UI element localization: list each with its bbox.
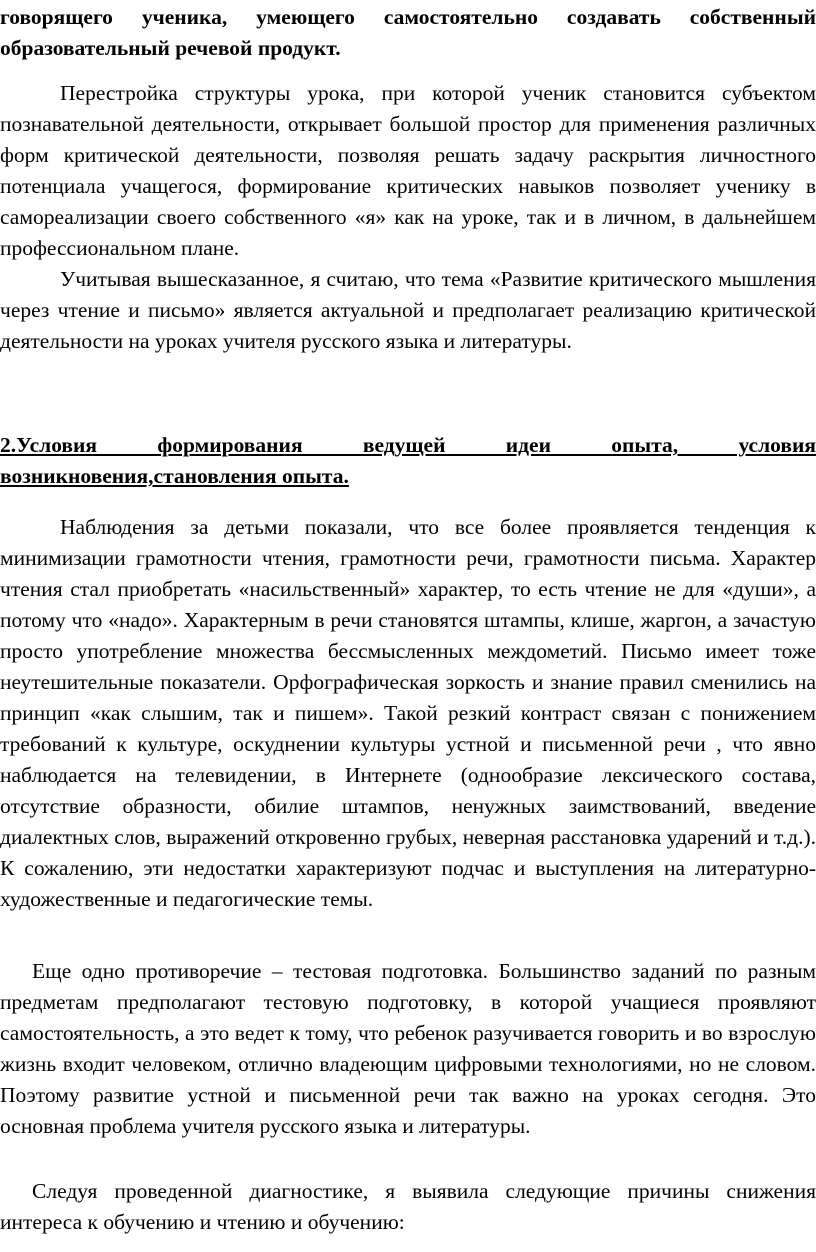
intro-continuation-paragraph: говорящего ученика, умеющего самостоятельно создавать собственный образовательный речевой продукт. bbox=[0, 5, 816, 60]
considering-paragraph: Учитывая вышесказанное, я считаю, что тема «Развитие критического мышления через чтение и письмо» является актуальной и предполагает реализацию критической деятельности на уроках учителя русского языка и литературы. bbox=[0, 267, 816, 353]
diagnostic-paragraph: Следуя проведенной диагностике, я выявила следующие причины снижения интереса к обучению и чтению и обучению: bbox=[0, 1179, 816, 1234]
observations-paragraph: Наблюдения за детьми показали, что все более проявляется тенденция к минимизации грамотности чтения, грамотности речи, грамотности письма. Характер чтения стал приобретать «насильственный» характер, то есть чтение не для «души», а потому что «надо». Характерным в речи становятся штампы, клише, жаргон, а зачастую просто употребление множества бессмысленных междометий. Письмо имеет тоже неутешительные показатели. Орфографическая зоркость и знание правил сменились на принцип «как слышим, так и пишем». Такой резкий контраст связан с понижением требований к культуре, оскуднении культуры устной и письменной речи , что явно наблюдается на телевидении, в Интернете (однообразие лексического состава, отсутствие образности, обилие штампов, ненужных заимствований, введение диалектных слов, выражений откровенно грубых, неверная расстановка ударений и т.д.). К сожалению, эти недостатки характеризуют подчас и выступления на литературно-художественные и педагогические темы. bbox=[0, 515, 816, 911]
restructure-paragraph: Перестройка структуры урока, при которой ученик становится субъектом познавательной деятельности, открывает большой простор для применения различных форм критической деятельности, позволяя решать задачу раскрытия личностного потенциала учащегося, формирование критических навыков позволяет ученику в самореализации своего собственного «я» как на уроке, так и в личном, в дальнейшем профессиональном плане. bbox=[0, 81, 816, 260]
contradiction-paragraph: Еще одно противоречие – тестовая подготовка. Большинство заданий по разным предметам предполагают тестовую подготовку, в которой учащиеся проявляют самостоятельность, а это ведет к тому, что ребенок разучивается говорить и во взрослую жизнь входит человеком, отлично владеющим цифровыми технологиями, но не словом. Поэтому развитие устной и письменной речи так важно на уроках сегодня. Это основная проблема учителя русского языка и литературы. bbox=[0, 959, 816, 1138]
section-2-heading: 2.Условия формирования ведущей идеи опыта, условия возникновения,становления опыта. bbox=[0, 433, 816, 488]
